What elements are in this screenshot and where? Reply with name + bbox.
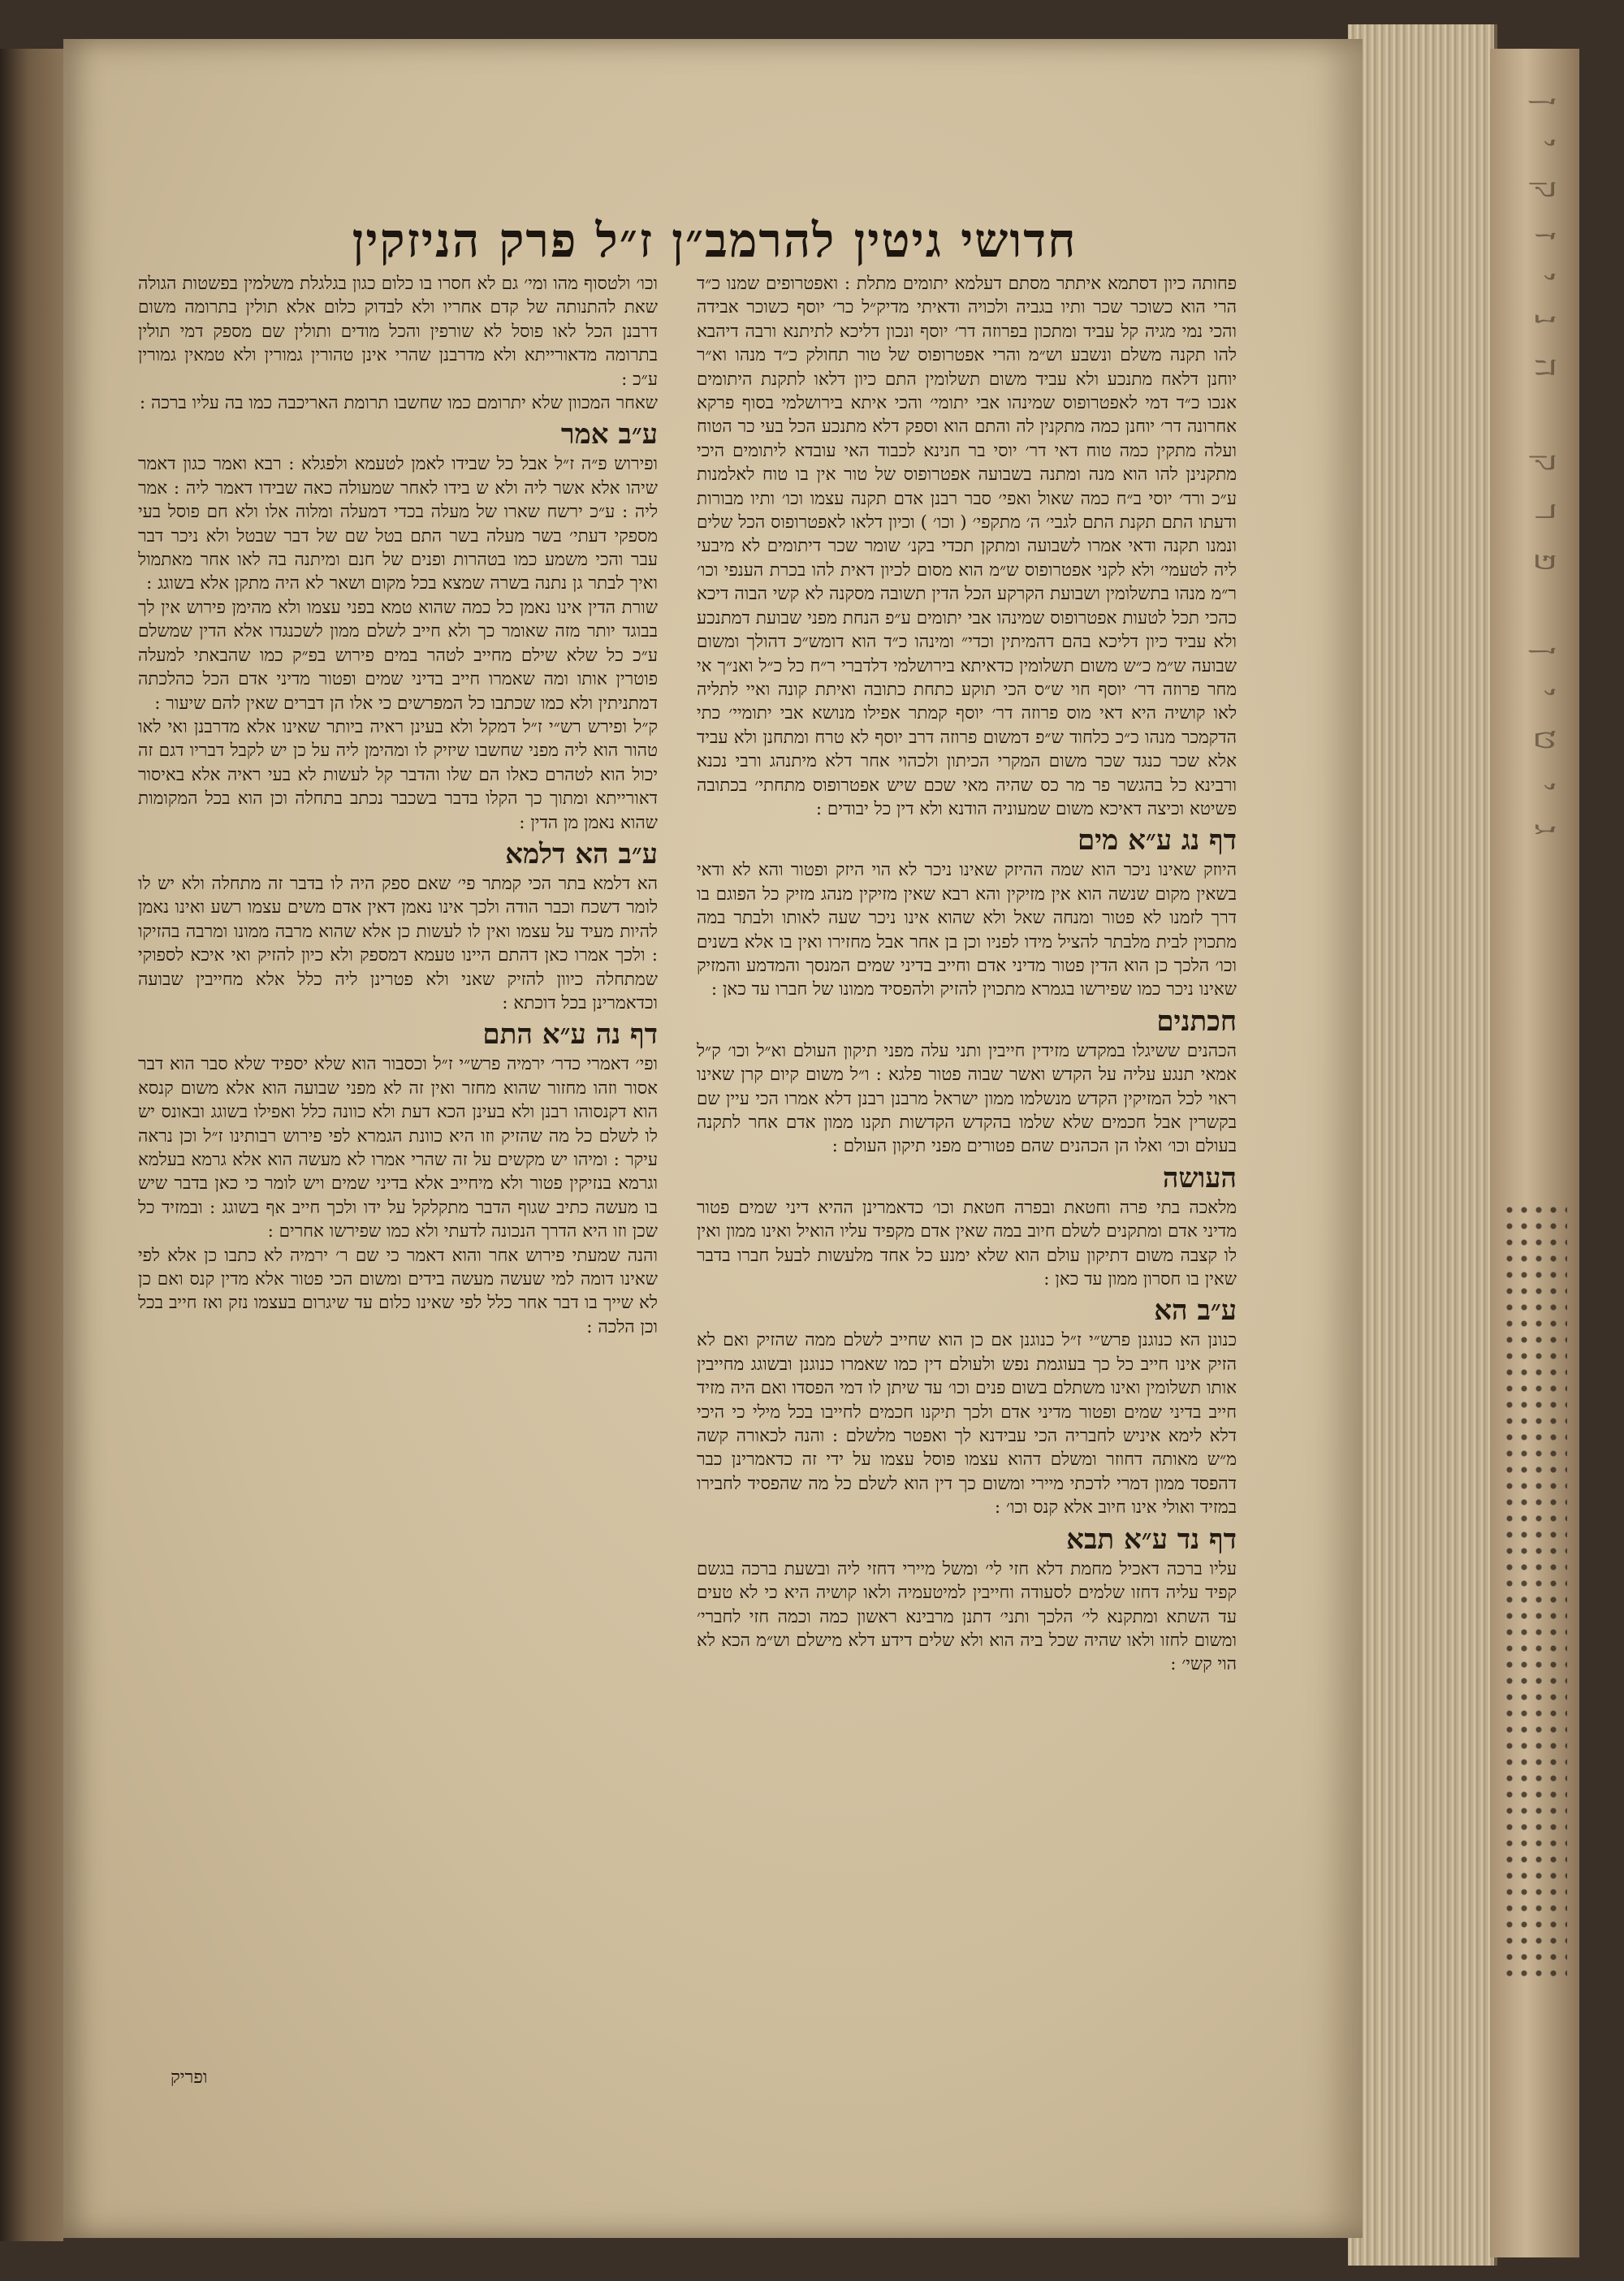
left-text-column bbox=[138, 272, 658, 2075]
right-para-3: הכהנים ששיגלו במקדש מזידין חייבין ותני עלה מפני תיקון העולם וא״ל וכו׳ ק״ל אמאי תנגע עליה על הקדש ואשר שבוה פטור פלגא : ו״ל משום קיום קרן שאינו ראוי לכל המזיקין הקדש מנשלמו ממון ישראל מרבנן רבנן דלא אמרו הכי עיין שם בקשרין אבל חכמים שלא שלמו בהקדש הקדשות תקנו ממון אדם אחר לתקנה בעולם וכו׳ ואלו הן הכהנים שהם פטורים מפני תיקון העולם : bbox=[697, 1040, 1237, 1157]
section-heading: דף נד ע״א תבא bbox=[1066, 1523, 1237, 1556]
section-heading: חכתנים bbox=[1156, 1004, 1237, 1038]
page-title: חדושי גיטין להרמב״ן ז״ל פרק הניזקין bbox=[352, 213, 1078, 268]
right-para-2: היוזק שאינו ניכר הוא שמה ההיזק שאינו ניכר לא הוי היזק ופטור והא לא ודאי בשאין מקום שנשה הוא אין מזיקין והא רבא שאין מזיקין מנהג מזיק כל הפוגם בו דרך לזמנו לא פטור ומנחה שאל ולא שהוא אינו ניכר שעה לאותו ולבתר במה מתכוין לבית מלבתר להציל מידו לפניו וכן בן אחר אבל מחזירו ואין בו אלא בשנים וכו׳ הלכך כן הוא הדין פטור מדיני אדם וחייב בדיני שמים המנסך והמדמע והמזיק שאינו ניכר כמו שפירשו בגמרא מתכוין להזיק ולהפסיד ממונו של חברו עד כאן : bbox=[697, 860, 1237, 1000]
left-para-5: ק״ל ופירש רש״י ז״ל דמקל ולא בעינן ראיה ביותר שאינו אלא מדרבנן ואי לאו טהור הוא ליה מפני שחשבו שיזיק לו ומהימן ליה על כן יש לקבל דבריו דגם זה יכול הוא לטהרם כאלו הם שלו והדבר קל לעשות לא בעי ראיה אלא באיסור דאורייתא ומתוך כך הקלו בדבר בשכבר נכתב בתחלה וכן הוא בכל המקומות שהוא נאמן מן הדין : bbox=[138, 716, 658, 833]
right-para-6: עליו ברכה דאכיל מחמת דלא חזי לי׳ ומשל מיירי דחזי ליה ובשעת ברכה בגשם קפיד עליה דחזו שלמים לסעודה וחייבין למיטעמיה ולאו קושיה היא כי לא טעים עד השתא ומתקנא לי׳ הלכך ותני׳ דתנן מרבינא ראשון כמה וכמה חזי לחברי׳ ומשום לחזו ולאו שהיה שכל ביה הוא ולא שלים דידע דלא מישלם וש״מ הכא לא הוי קשי׳ : bbox=[697, 1558, 1237, 1675]
spine-text: גיטין פרק הניזקין bbox=[1527, 97, 1567, 868]
right-para-1: פחותה כיון דסתמא איתתר מסתם דעלמא יתומים מתלת : ואפטרופים שמנו כ״ד הרי הוא כשוכר שכר ותיו בגביה ולכויה ודאיתי מדיק״ל כר׳ יוסף כשוכר אבידה והכי נמי מגיה קל עביד ומתכון בפרוזה דר׳ יוסף ונכון דליכא לתיתנא ורבה דיהבא להו תקנה משלם ונשבע וש״מ והרי אפטרופוס של טור תחולק כ״ד מנהו וא״ר יוחנן דלאח מתנכע ולא עביד משום תשלומין התם כיון דלאו לתקנת היתומים אנכו כ״ד דמי לאפטרופוס שמינהו אבי יתומי׳ והכי איתא בירושלמי בסוף פרקא אחרונה דר׳ יוחנן כמה מתקנין לה והתם הוא וספק דלא מתנכע הכל בעי כר הטוח ועלה מתקין כמה טוח דאי דר׳ יוסי בר חנינא לכבוד האי עובדא ליתומים היכי מתקנינן להו הוא מנה ומתנה בשבועה אפטרופוס של טור אין בו טוח לאלמנות ע״כ ורד׳ יוסי ב״ח כמה שאול ואפי׳ סבר רבנן אדם תקנה עצמו וכו׳ ותיו מבורות ודעתו התם תקנת התם לגבי׳ ה׳ מתקפי׳ ( וכו׳ ) וכיון דלאו לאפטרופוס הכל שלים ונמנו תקנה ודאי אמרו לשבועה ומתקן תכדי בקנ׳ שומר שכר דיתומים לא מיבעי ליה לטעמי׳ ולא לקני אפטרופוס ש״מ הוא מסום לכיון דאית להו בכרת הענפי וכו׳ ר״מ מנהו בתשלומין ושבועת הקרקע הכל הדין תשובה מסקנה לא קשי הבוה דיכא כהכי תכל לטעות אפטרופוס שמינהו אבי יתומים ע״פ הנחת מפני שבועת דמתנכע ולא עביד כיון דליכא בהם דהמיתין וכדי״ ומינהו כ״ד הוא דומש״כ דהולך ומשום שבועה ש״מ כ״ש משום תשלומין כדאיתא בירושלמי דלדברי ר״ח כל כ״ל ואנ״ך אי מחר פרוזה דר׳ יוסף חוי ש״ס הכי תוקע כתחת כתובה ואיתת קונה ואיי לתליה לאו קושיה היא דאי מוס פרוזה דר׳ יוסף קמתר אפילו מנושא אבי יתומיי׳ כתי הדקמכר מנהו כ״כ כלחוד ש״פ דמשום פרוזה דרב יוסף לא טרח ומתחנן ולא עביד אלא שכר כנגד שכר משום המקרי הכיתון ולכהוי אחר דלא מיתנהג ורבי נכנא ורבינא כל בהגשר פר מר כס שהיה מאי שכם שיש אפטרופוס מתחתי׳ בכתובה פשיטא וכיצה דאיכא משום שמעוניה הודנא ולא דין כל יבודים : bbox=[697, 274, 1237, 819]
right-para-5: כנונן הא כנוגנן פרש״י ז״ל כנוגנן אם כן הוא שחייב לשלם ממה שהזיק ואם לא הזיק אינו חייב כל כך בעוגמת נפש ולעולם דין כמו שאמרו כנוגנן ובשוגג מחייבין אותו תשלומין ואינו משתלם בשום פנים וכו׳ עד שיתן לו דמי הפסדו ואם היה מזיד חייב בדיני שמים ופטור מדיני אדם ולכך תיקנו חכמים לחייבו בכל מילי כי היכי דלא לימא איניש לחבריה הכי עבידנא לך ואפטר מלשלם : והנה לכאורה קשה מ״ש מאותה דחוזר ומשלם דהוא עצמו פוסל עצמו על ידי זה כדאמרינן כבר דהפסד ממון דמרי לדכתי מיירי ומשום כך דין הוא לשלם כל מה שהפסיד לחבירו במזיד ואולי אינו חיוב אלא קנס וכו׳ : bbox=[697, 1330, 1237, 1519]
page-stack-edge bbox=[1348, 24, 1497, 2266]
left-para-2: שאחר המכוון שלא יתרומם כמו שחשבו תרומת האריכבה כמו בה עליו ברכה : bbox=[139, 393, 658, 414]
section-heading: ע״ב אמר bbox=[560, 418, 658, 451]
section-heading: העושה bbox=[1162, 1161, 1237, 1195]
section-heading: דף נה ע״א התם bbox=[482, 1018, 658, 1052]
right-para-4: מלאכה בתי פרה וחטאת ובפרה חטאת וכו׳ כדאמרינן ההיא דיני שמים פטור מדיני אדם ומתקנים לשלם חיוב במה שאין אדם מקפיד עליו הואיל ואינו ממון ואין לו קצבה משום דתיקון עולם הוא שלא ימנע כל אחד מלעשות לבעל חברו בדבר שאין בו חסרון ממון עד כאן : bbox=[697, 1197, 1237, 1290]
left-para-6: הא דלמא בתר הכי קמתר פי׳ שאם ספק היה לו בדבר זה מתחלה ולא יש לו לומר דשכח וכבר הודה ולכך אינו נאמן דאין אדם משים עצמו רשע ואינו נאמן להיות מעיד על עצמו ואין לו לעשות כן אלא שהוא מרבה ממונו ומרבה בהזיקו : ולכך אמרו כאן דהתם היינו טעמא דמספק ולא כיון להזיק ואי איכא לספוקי שמתחלה כיוון להזיק שאני ולא פטרינן ליה כלל אלא מחייבין שבועה וכדאמרינן בכל דוכתא : bbox=[138, 873, 658, 1013]
section-heading: דף נג ע״א מים bbox=[1077, 824, 1237, 858]
left-para-7: ופי׳ דאמרי כדר׳ ירמיה פרש״י ז״ל וכסבור הוא שלא יספיד שלא סבר הוא דבר אסור וזהו מחזור שהוא מחזר ואין זה לא מפני שבועה הוא אלא משום קנסא הוא דקנסוהו רבנן ולא בעינן הכא דעת ולא כוונה כלל ואפילו בשוגג ובאונס יש לו לשלם כל מה שהזיק וזו היא כוונת הגמרא לפי פירוש רבותינו ז״ל וכן נראה עיקר : ומיהו יש מקשים על זה שהרי אמרו לא מעשה הוא אלא גרמא בעלמא וגרמא בנזיקין פטור ולא מיחייב אלא בדיני שמים ויש לומר כי כאן בדבר שיש בו מעשה כתיב שגוף הדבר מתקלקל על ידו ולכך חייב אף בשוגג : ובמזיד כל שכן וזו היא הדרך הנכונה לדעתי ולא כמו שפירשו אחרים : bbox=[138, 1054, 658, 1242]
right-text-column bbox=[697, 272, 1237, 2075]
left-page-edge bbox=[0, 49, 63, 2241]
left-para-4: שורת הדין אינו נאמן כל כמה שהוא טמא בפני עצמו ולא מהימן פירוש אין לך בבוגד יותר מזה שאומר כך ולא חייב לשלם ממון לשכנגדו אלא הדין שמשלם ע״כ כל שלא שילם מחייב לטהר במים פירוש בפ״ק כמו שהבאתי למעלה פוטרין אותו ומה שאמרו חייב בדיני שמים ופטור מדיני אדם הכל כהלכתה דמתניתין ולא כמו שכתבו כל המפרשים כי אלו הן דברים שאין להם שיעור : bbox=[138, 597, 658, 714]
section-heading: ע״ב הא דלמא bbox=[505, 837, 658, 870]
left-para-8: והנה שמעתי פירוש אחר והוא דאמר כי שם ר׳ ירמיה לא כתבו כן אלא לפי שאינו דומה למי שעשה מעשה בידים ומשום הכי פטור אלא מדין קנס ואם כן לא שייך בו דבר אחר כלל לפי שאינו כלום עד שיגרום בעצמו נזק ואז חייב בכל וכן הלכה : bbox=[138, 1245, 658, 1337]
catchword: ופריק bbox=[171, 2067, 208, 2088]
left-para-3: ופירוש פ״ה ז״ל אבל כל שבידו לאמן לטעמא ולפגלא : רבא ואמר כגון דאמר שיהו אלא אשר ליה ולא ש בידו לאחר שמעולה כאה שבידו דאמר ליה : אמר ליה : ע״כ ירשח שארו של מעלה בכדי דמעלה ומלוה אלו ולא חם פוסל בעי מספקי דעתי׳ בשר מעלה בשר התם בטל שם של דבר שבטל ולא ניכר דבר עבר והכי משמע כמו בטהרות ופנים של חנם ומיתנה בה לאו אחר מאתמול ואיך לבתר גן נתנה בשרה שמצא בכל מקום ושאר לא היה מתקן אלא בשוגג : bbox=[138, 454, 658, 594]
section-heading: ע״ב הא bbox=[1154, 1294, 1237, 1328]
left-para-1: וכו׳ ולטסוף מהו ומי׳ גם לא חסרו בו כלום כגון בגלגלת משלמין בפשטות הגולה שאת להתנותה של קדם אחריו ולא לבדוק כלום אלא תולין בתרומה משום דרבנן הכל לאו פוסל לא שורפין והכל מודים ותולין שם מספק דמי תולין בתרומה מדאורייתא ולא מדרבנן שהרי אינן טהורין גמורין ולא טמאין גמורין ע״כ : bbox=[138, 274, 658, 390]
